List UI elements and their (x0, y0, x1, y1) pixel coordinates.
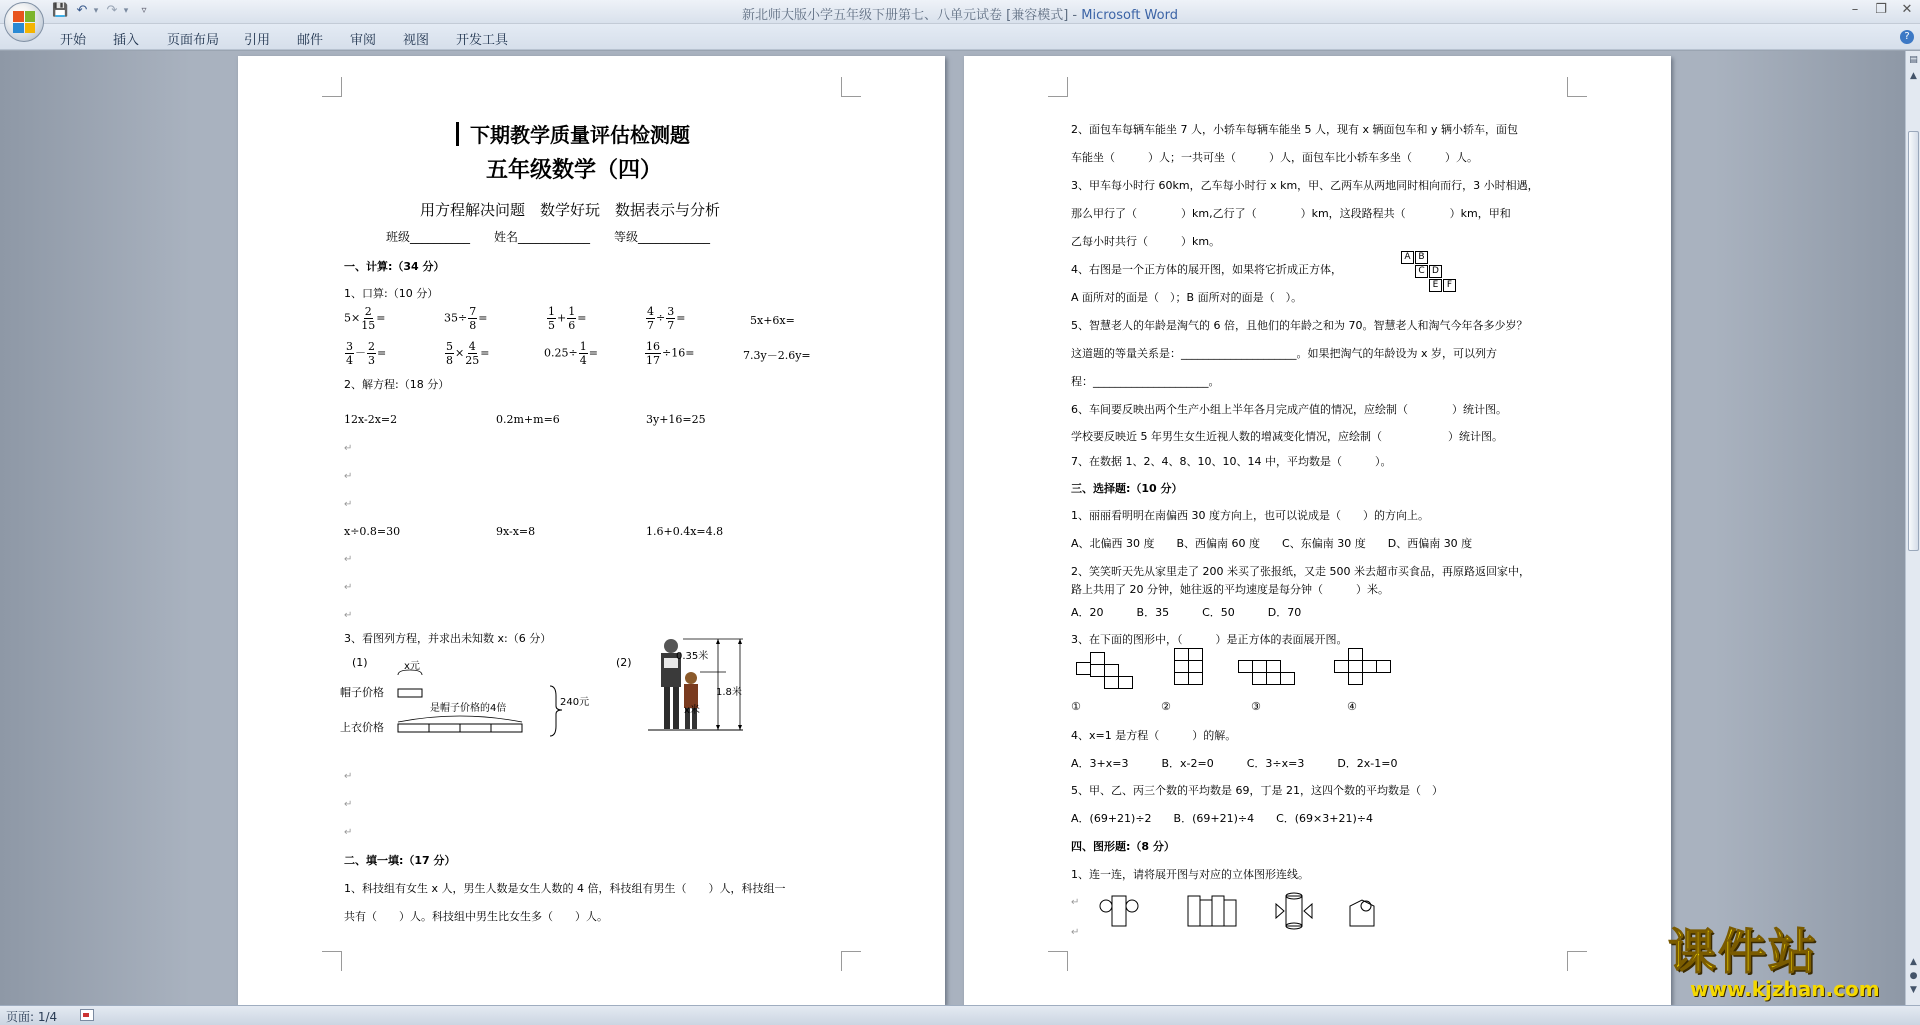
fill-q3-line2[interactable]: 那么甲行了（ ）km,乙行了（ ）km，这段路程共（ ）km，甲和 (1071, 207, 1511, 220)
equation-4[interactable]: x÷0.8=30 (344, 525, 401, 538)
fill-q5-line2[interactable]: 这道题的等量关系是：_____________________。如果把淘气的年龄设为 x 岁，可以列方 (1071, 347, 1498, 360)
section-2-heading[interactable]: 二、填一填:（17 分） (344, 854, 456, 867)
fill-q1-line2[interactable]: 共有（ ）人。科技组中男生比女生多（ ）人。 (344, 910, 608, 923)
fill-q4-line2[interactable]: A 面所对的面是（ ）；B 面所对的面是（ ）。 (1071, 291, 1303, 304)
total-240-label: 240元 (560, 697, 590, 708)
exam-topics[interactable]: 用方程解决问题 数学好玩 数据表示与分析 (420, 201, 721, 219)
x-meter-label: x米 (684, 705, 700, 716)
text-cursor (456, 122, 459, 146)
paragraph-mark: ↵ (344, 443, 353, 454)
tab-page-layout[interactable]: 页面布局 (167, 33, 220, 48)
equation-5[interactable]: 9x-x=8 (496, 525, 536, 538)
equation-6[interactable]: 1.6+0.4x=4.8 (646, 525, 724, 538)
tab-mailings[interactable]: 邮件 (297, 33, 324, 48)
paragraph-mark: ↵ (344, 582, 353, 593)
proofing-status-icon[interactable] (80, 1009, 94, 1021)
question-equations[interactable]: 2、解方程:（18 分） (344, 378, 450, 391)
previous-page-icon[interactable]: ▲ (1910, 957, 1917, 967)
vertical-scrollbar[interactable] (1905, 51, 1920, 1005)
student-info-line[interactable]: 班级__________ 姓名____________ 等级____________ (386, 230, 711, 244)
oral-r2-b[interactable]: $\frac{5}{8}$ × $\frac{4}{25}$ = (446, 340, 490, 367)
next-page-icon[interactable]: ▼ (1910, 985, 1917, 995)
select-browse-object-icon[interactable]: ● (1909, 971, 1918, 981)
net-option-1 (1076, 652, 1146, 696)
paragraph-mark: ↵ (344, 499, 353, 510)
choice-q1[interactable]: 1、丽丽看明明在南偏西 30 度方向上，也可以说成是（ ）的方向上。 (1071, 509, 1429, 522)
document-page-2 (964, 56, 1671, 1005)
net-face-b: B (1415, 251, 1428, 264)
crop-mark (1048, 77, 1068, 97)
watermark-name: 课件站 (1668, 924, 1819, 980)
section-3-heading[interactable]: 三、选择题:（10 分） (1071, 482, 1183, 495)
undo-icon[interactable]: ↶ (76, 3, 88, 18)
fill-q2-line1[interactable]: 2、面包车每辆车能坐 7 人，小轿车每辆车能坐 5 人，现有 x 辆面包车和 y 辆小轿车，面包 (1071, 123, 1518, 136)
oral-r1-d[interactable]: $\frac{4}{7}$ ÷ $\frac{3}{7}$ = (647, 305, 686, 332)
figure-1-number: (1) (352, 656, 368, 669)
crop-mark (322, 951, 342, 971)
section-4-heading[interactable]: 四、图形题:（8 分） (1071, 840, 1175, 853)
net-option-3-number: ③ (1251, 700, 1261, 713)
paragraph-mark: ↵ (344, 610, 353, 621)
choice-q5-options[interactable]: A．(69+21)÷2 B．(69+21)÷4 C．(69×3+21)÷4 (1071, 812, 1373, 825)
fill-q6-line1[interactable]: 6、车间要反映出两个生产小组上半年各月完成产值的情况，应绘制（ ）统计图。 (1071, 403, 1507, 416)
net-face-a: A (1401, 251, 1414, 264)
oral-r2-d[interactable]: $\frac{16}{17}$ ÷16= (646, 340, 695, 367)
choice-q2-line1[interactable]: 2、笑笑昕天先从家里走了 200 米买了张报纸，又走 500 米去超市买食品，再原路返回家中， (1071, 565, 1530, 578)
crop-mark (1567, 77, 1587, 97)
status-bar (0, 1005, 1920, 1025)
oral-r1-a[interactable]: 5× $\frac{2}{15}$ = (344, 305, 386, 332)
redo-dropdown-icon[interactable]: ▾ (123, 6, 129, 16)
section-1-heading[interactable]: 一、计算:（34 分） (344, 260, 445, 273)
question-diagram[interactable]: 3、看图列方程，并求出未知数 x:（6 分） (344, 632, 552, 645)
fill-q3-line1[interactable]: 3、甲车每小时行 60km，乙车每小时行 x km，甲、乙两车从两地同时相向而行，3 小时相遇， (1071, 179, 1539, 192)
figure-q1[interactable]: 1、连一连，请将展开图与对应的立体图形连线。 (1071, 868, 1309, 881)
ribbon-tabs (0, 24, 1920, 50)
net-option-4 (1334, 648, 1404, 698)
scroll-thumb[interactable] (1908, 131, 1919, 551)
figure-2-number: (2) (616, 656, 632, 669)
window-title: 新北师大版小学五年级下册第七、八单元试卷 [兼容模式] - Microsoft Word (742, 8, 1178, 23)
scroll-up-icon[interactable]: ▲ (1910, 71, 1917, 81)
total-height-label: 1.8米 (716, 687, 742, 698)
x-yuan-label: x元 (404, 661, 420, 672)
customize-toolbar-icon[interactable]: ▿ (141, 5, 147, 16)
close-button[interactable]: ✕ (1901, 2, 1913, 17)
oral-r1-c[interactable]: $\frac{1}{5}$ + $\frac{1}{6}$ = (548, 305, 587, 332)
tab-review[interactable]: 审阅 (350, 33, 377, 48)
tab-home[interactable]: 开始 (60, 33, 87, 48)
choice-q5[interactable]: 5、甲、乙、丙三个数的平均数是 69，丁是 21，这四个数的平均数是（ ） (1071, 784, 1443, 797)
tab-developer[interactable]: 开发工具 (456, 33, 509, 48)
title-bar (0, 0, 1920, 24)
tab-view[interactable]: 视图 (403, 33, 430, 48)
net-option-4-number: ④ (1347, 700, 1357, 713)
help-icon[interactable]: ? (1900, 30, 1914, 44)
minimize-button[interactable]: – (1851, 2, 1859, 17)
fill-q1-line1[interactable]: 1、科技组有女生 x 人，男生人数是女生人数的 4 倍，科技组有男生（ ）人，科技组一 (344, 882, 786, 895)
site-watermark (1668, 925, 1900, 1005)
document-page-1 (238, 56, 945, 1005)
oral-r2-c[interactable]: 0.25÷ $\frac{1}{4}$ = (544, 340, 598, 367)
crop-mark (322, 77, 342, 97)
net-face-f: F (1443, 279, 1456, 292)
hat-price-label: 帽子价格 (340, 686, 384, 699)
redo-icon[interactable]: ↷ (106, 3, 118, 18)
net-option-3 (1238, 660, 1308, 696)
office-logo-icon (13, 11, 35, 33)
ruler-toggle-icon[interactable]: ▤ (1909, 55, 1918, 65)
oral-r1-e[interactable]: 5x+6x= (750, 314, 795, 327)
save-icon[interactable]: 💾 (52, 3, 69, 18)
paragraph-mark: ↵ (344, 771, 353, 782)
oral-r2-a[interactable]: $\frac{3}{4}$ － $\frac{2}{3}$ = (346, 340, 387, 367)
four-times-note: 是帽子价格的4倍 (430, 703, 507, 714)
fill-q2-line2[interactable]: 车能坐（ ）人；一共可坐（ ）人，面包车比小轿车多坐（ ）人。 (1071, 151, 1478, 164)
fill-q3-line3[interactable]: 乙每小时共行（ ）km。 (1071, 235, 1221, 248)
equation-3[interactable]: 3y+16=25 (646, 413, 706, 426)
net-option-2 (1174, 648, 1214, 698)
paragraph-mark: ↵ (344, 799, 353, 810)
tab-insert[interactable]: 插入 (113, 33, 140, 48)
question-oral[interactable]: 1、口算:（10 分） (344, 287, 439, 300)
net-face-e: E (1429, 279, 1442, 292)
paragraph-mark: ↵ (1071, 897, 1080, 908)
fill-q7[interactable]: 7、在数据 1、2、4、8、10、10、14 中，平均数是（ ）。 (1071, 455, 1392, 468)
bar-diagram (388, 666, 568, 746)
oral-r1-b[interactable]: 35÷ $\frac{7}{8}$ = (444, 305, 488, 332)
equation-2[interactable]: 0.2m+m=6 (496, 413, 560, 426)
net-option-2-number: ② (1161, 700, 1171, 713)
net-option-1-number: ① (1071, 700, 1081, 713)
crop-mark (1048, 951, 1068, 971)
fill-q6-line2[interactable]: 学校要反映近 5 年男生女生近视人数的增减变化情况，应绘制（ ）统计图。 (1071, 430, 1503, 443)
crop-mark (841, 951, 861, 971)
crop-mark (1567, 951, 1587, 971)
paragraph-mark: ↵ (344, 471, 353, 482)
choice-q3[interactable]: 3、在下面的图形中，（ ）是正方体的表面展开图。 (1071, 633, 1348, 646)
choice-q4-options[interactable]: A．3+x=3 B．x-2=0 C．3÷x=3 D．2x-1=0 (1071, 757, 1398, 770)
fill-q5-line3[interactable]: 程：_____________________。 (1071, 375, 1220, 388)
net-face-c: C (1415, 265, 1428, 278)
tab-references[interactable]: 引用 (244, 33, 271, 48)
oral-r2-e[interactable]: 7.3y－2.6y= (743, 349, 811, 362)
net-face-d: D (1429, 265, 1442, 278)
choice-q2-line2[interactable]: 路上共用了 20 分钟，她往返的平均速度是每分钟（ ）米。 (1071, 583, 1389, 596)
restore-button[interactable]: ❐ (1875, 2, 1887, 17)
paragraph-mark: ↵ (344, 827, 353, 838)
fill-q5-line1[interactable]: 5、智慧老人的年龄是淘气的 6 倍，且他们的年龄之和为 70。智慧老人和淘气今年各多少岁？ (1071, 319, 1528, 332)
undo-dropdown-icon[interactable]: ▾ (93, 6, 99, 16)
paragraph-mark: ↵ (1071, 927, 1080, 938)
coat-price-label: 上衣价格 (340, 721, 384, 734)
paragraph-mark: ↵ (344, 554, 353, 565)
crop-mark (841, 77, 861, 97)
choice-q4[interactable]: 4、x=1 是方程（ ）的解。 (1071, 729, 1237, 742)
choice-q1-options[interactable]: A、北偏西 30 度 B、西偏南 60 度 C、东偏南 30 度 D、西偏南 30 度 (1071, 537, 1473, 550)
choice-q2-options[interactable]: A．20 B．35 C．50 D．70 (1071, 606, 1302, 619)
top-height-label: 0.35米 (676, 651, 709, 662)
exam-subtitle[interactable]: 五年级数学（四） (486, 157, 663, 183)
watermark-url: www.kjzhan.com (1690, 977, 1880, 1001)
fill-q4-line1[interactable]: 4、右图是一个正方体的展开图，如果将它折成正方体， (1071, 263, 1342, 276)
exam-title[interactable]: 下期教学质量评估检测题 (470, 123, 690, 147)
office-button[interactable] (4, 2, 44, 42)
shape-figures (1098, 892, 1408, 934)
equation-1[interactable]: 12x-2x=2 (344, 413, 398, 426)
page-count-status[interactable]: 页面: 1/4 (6, 1010, 58, 1024)
